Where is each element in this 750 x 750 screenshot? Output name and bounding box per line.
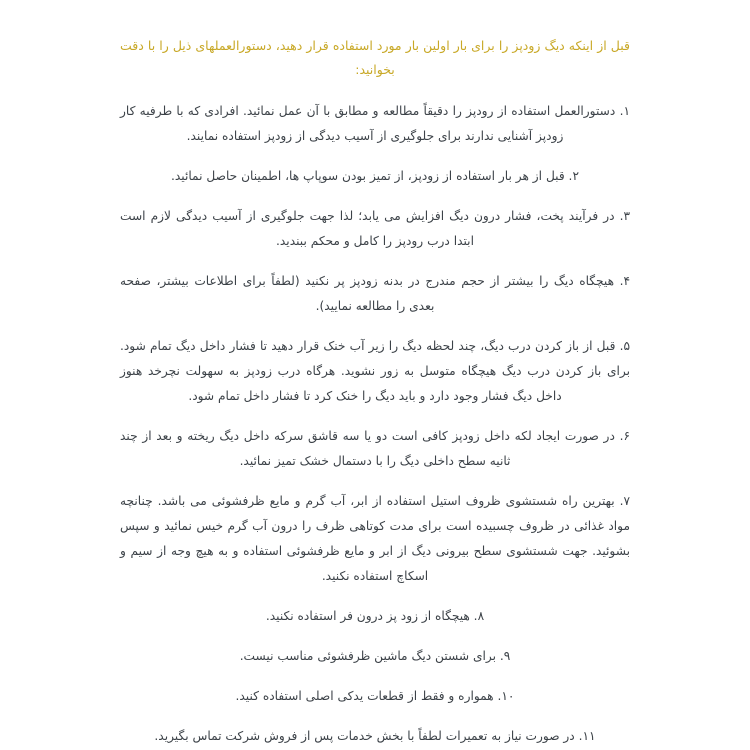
instruction-item: ۲. قبل از هر بار استفاده از زودپز، از تمیز بودن سوپاپ ها، اطمینان حاصل نمائید. <box>171 168 579 183</box>
instruction-item: ۷. بهترین راه شستشوی ظروف استیل استفاده از ابر، آب گرم و مایع ظرفشوئی می باشد. چنانچه مواد غذائی در ظروف چسبیده است برای مدت کوتاهی ظرف را درون آب گرم خیس نمائید و سپس بشوئید. جهت شستشوی سطح بیرونی دیگ از ابر و مایع ظرفشوئی استفاده و به هیچ وجه از سیم و اسکاچ استفاده نکنید. <box>120 493 630 583</box>
instruction-list <box>120 99 630 749</box>
instruction-item: ۴. هیچگاه دیگ را بیشتر از حجم مندرج در بدنه زودپز پر نکنید (لطفاً برای اطلاعات بیشتر، صفحه بعدی را مطالعه نمایید). <box>120 273 630 313</box>
instruction-item: ۸. هیچگاه از زود پز درون فر استفاده نکنید. <box>265 609 485 623</box>
instruction-item: ۳. در فرآیند پخت، فشار درون دیگ افزایش می یابد؛ لذا جهت جلوگیری از آسیب دیدگی لازم است ابتدا درب رودپز را کامل و محکم ببندید. <box>120 208 630 248</box>
instruction-item: ۱۱. در صورت نیاز به تعمیرات لطفاً با بخش خدمات پس از فروش شرکت تماس بگیرید. <box>154 729 596 744</box>
instruction-item: ۹. برای شستن دیگ ماشین ظرفشوئی مناسب نیست. <box>239 649 511 664</box>
instruction-item: ۱. دستورالعمل استفاده از رودپز را دقیقاً مطالعه و مطابق با آن عمل نمائید. افرادی که با طرفیه کار زودپز آشنایی ندارند برای جلوگیری از آسیب دیدگی از زودپز استفاده نمایند. <box>120 103 630 143</box>
document-heading: قبل از اینکه دیگ زودپز را برای بار اولین بار مورد استفاده قرار دهید، دستورالعملهای ذیل را با دقت بخوانید: <box>120 38 630 78</box>
instruction-item: ۵. قبل از باز کردن درب دیگ، چند لحظه دیگ را زیر آب خنک قرار دهید تا فشار داخل دیگ تمام شود. برای باز کردن درب دیگ هیچگاه متوسل به زور نشوید. هرگاه درب زودپز به سهولت نچرخد هنوز داخل دیگ فشار وجود دارد و باید دیگ را خنک کرد تا فشار داخل تمام شود. <box>120 338 630 403</box>
instruction-item: ۱۰. همواره و فقط از قطعات یدکی اصلی استفاده کنید. <box>235 689 515 704</box>
instruction-item: ۶. در صورت ایجاد لکه داخل زودپز کافی است دو یا سه قاشق سرکه داخل دیگ ریخته و بعد از چند ثانیه سطح داخلی دیگ را با دستمال خشک تمیز نمائید. <box>120 428 630 468</box>
